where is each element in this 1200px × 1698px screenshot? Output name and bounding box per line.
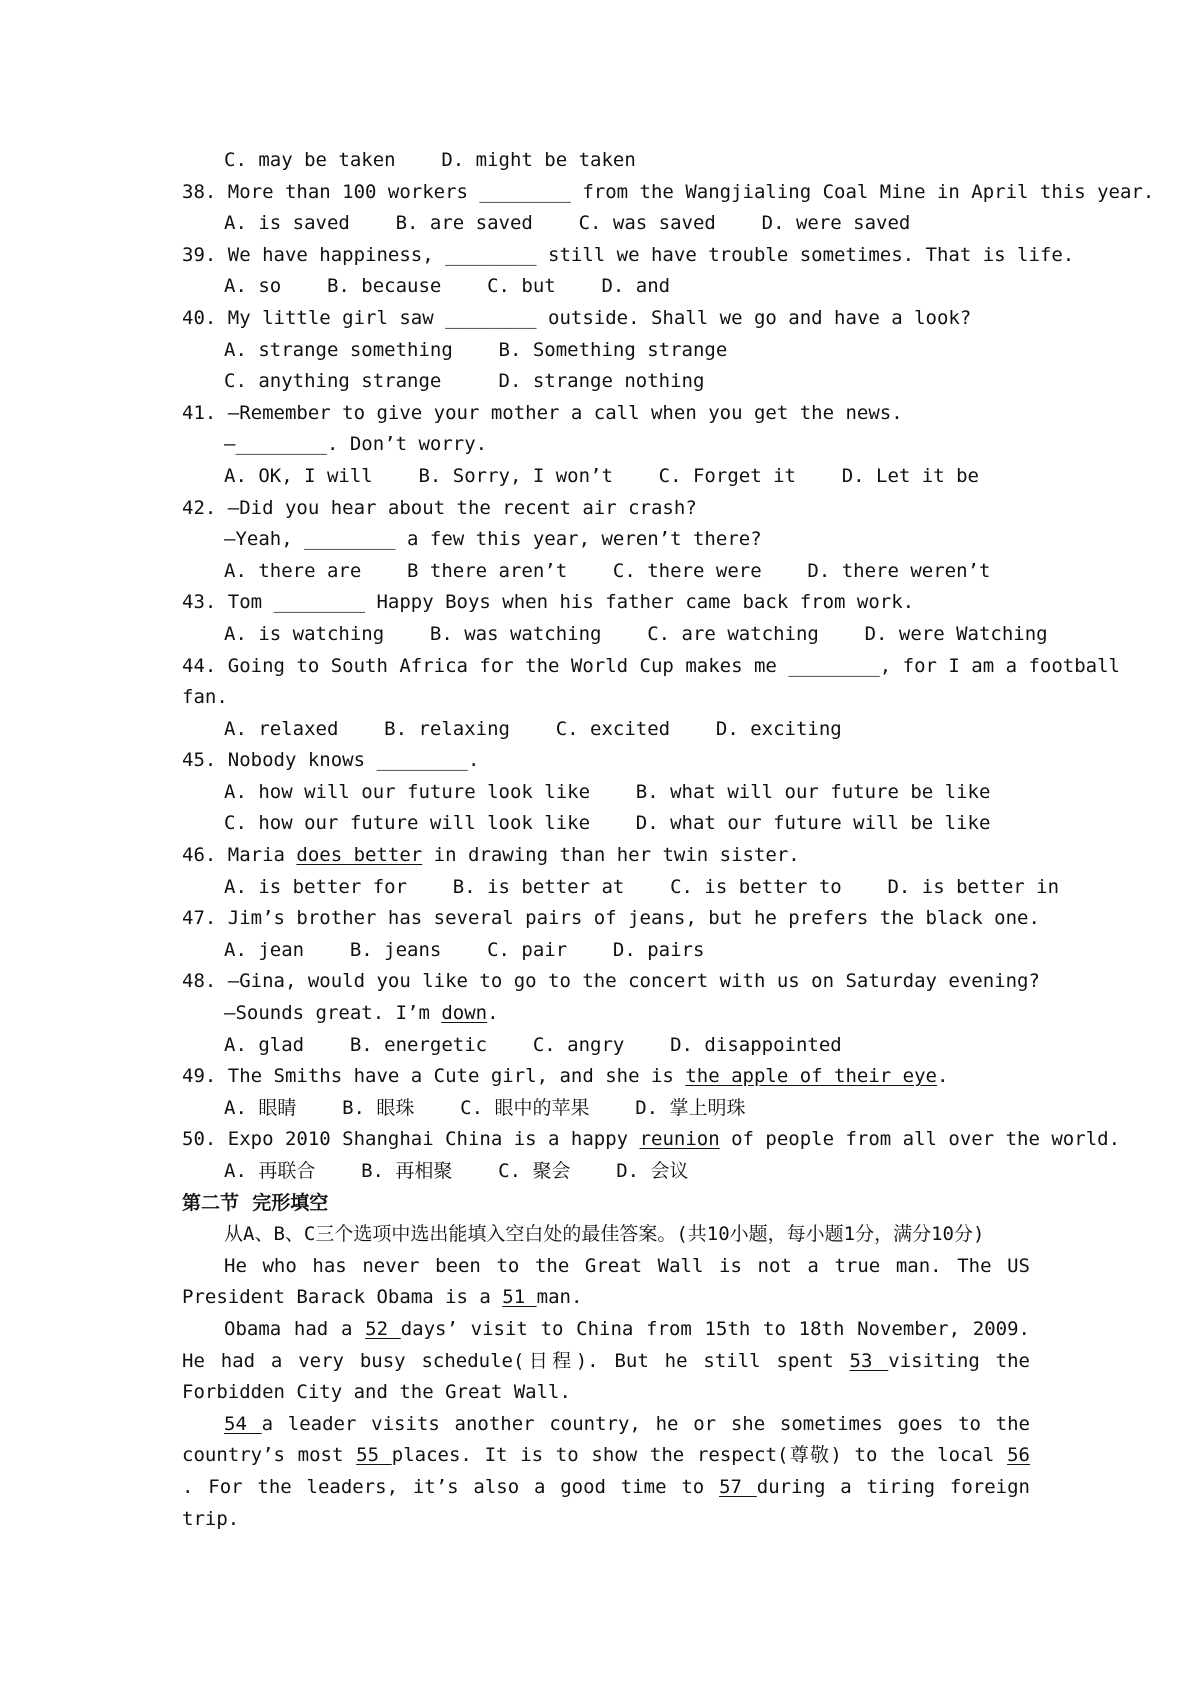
text-segment: 从A、B、C三个选项中选出能填入空白处的最佳答案。(共10小题，每小题1分，满分10分) [224, 1223, 985, 1246]
text-segment: C. may be taken D. might be taken [224, 149, 636, 171]
text-segment: man. [536, 1286, 583, 1309]
text-segment: in drawing than her twin sister. [422, 844, 800, 867]
text-segment: 39. We have happiness, ________ still we have trouble sometimes. That is life. [182, 243, 1075, 266]
text-segment: 46. Maria [182, 844, 297, 867]
question-line [182, 429, 1030, 461]
underlined-text: 52 [365, 1317, 401, 1340]
text-segment: places. It is to show the respect(尊敬) to the local [391, 1444, 1008, 1467]
text-segment: 41. —Remember to give your mother a call when you get the news. [182, 401, 903, 424]
underlined-text: 54 [224, 1412, 262, 1435]
question-line [182, 303, 1030, 335]
text-segment: . For the leaders, it’s also a good time to [182, 1475, 720, 1498]
underlined-text: reunion [639, 1128, 720, 1151]
underlined-text: does better [296, 844, 423, 867]
text-segment: . [487, 1002, 499, 1025]
question-line [182, 903, 1040, 935]
text-segment: during a tiring foreign trip. [182, 1475, 1030, 1530]
question-line [182, 493, 1030, 525]
cloze-passage [182, 1219, 1030, 1535]
text-segment: A. is saved B. are saved C. was saved D. were saved [224, 212, 911, 235]
text-segment: A. 再联合 B. 再相聚 C. 聚会 D. 会议 [224, 1160, 689, 1182]
text-segment: A. strange something B. Something strange [224, 338, 728, 361]
text-segment: A. how will our future look like B. what will our future be like [224, 780, 991, 803]
text-segment: 48. —Gina, would you like to go to the concert with us on Saturday evening? [182, 970, 1040, 993]
text-segment: . [937, 1065, 949, 1088]
text-segment: A. glad B. energetic C. angry D. disappointed [224, 1033, 842, 1056]
question-list [182, 145, 1155, 1188]
question-line [182, 777, 1030, 809]
text-segment: A. relaxed B. relaxing C. excited D. exciting [224, 717, 842, 740]
question-line [182, 240, 1075, 272]
question-line [182, 651, 1120, 683]
text-segment: A. so B. because C. but D. and [224, 275, 671, 298]
text-segment: 38. More than 100 workers ________ from the Wangjialing Coal Mine in April this year. [182, 180, 1155, 203]
text-segment: A. is better for B. is better at C. is better to D. is better in [224, 875, 1060, 898]
text-segment: of people from all over the world. [719, 1128, 1121, 1151]
underlined-text: 53 [849, 1349, 889, 1372]
question-line [182, 271, 1030, 303]
question-line [182, 998, 1030, 1030]
passage-paragraph [182, 1251, 1030, 1314]
question-line [182, 966, 1040, 998]
underlined-text: 57 [719, 1475, 757, 1498]
text-segment: C. how our future will look like D. what our future will be like [224, 812, 991, 835]
text-segment: C. anything strange D. strange nothing [224, 370, 705, 393]
text-segment: —Yeah, ________ a few this year, weren’t there? [224, 528, 762, 551]
question-line [182, 619, 1048, 651]
question-line [182, 1124, 1121, 1156]
text-segment: A. OK, I will B. Sorry, I won’t C. Forget it D. Let it be [224, 464, 979, 487]
text-segment: A. 眼睛 B. 眼珠 C. 眼中的苹果 D. 掌上明珠 [224, 1096, 746, 1119]
underlined-text: the apple of their eye [685, 1065, 937, 1088]
text-segment: —________. Don’t worry. [224, 433, 488, 456]
question-line [182, 1061, 1030, 1093]
text-segment: 45. Nobody knows ________. [182, 749, 480, 772]
underlined-text: 55 [356, 1444, 392, 1467]
question-line [182, 461, 1030, 493]
question-line [182, 524, 1030, 556]
underlined-text: 56 [1007, 1444, 1030, 1467]
underlined-text: 51 [502, 1286, 537, 1309]
question-line [182, 587, 1030, 619]
question-line [182, 872, 1060, 904]
text-segment: Obama had a [224, 1317, 366, 1340]
text-segment: A. is watching B. was watching C. are watching D. were Watching [224, 622, 1048, 645]
text-segment: He who has never been to the Great Wall is not a true man. The US President Barack Obama is a [182, 1254, 1030, 1309]
text-segment: 42. —Did you hear about the recent air crash? [182, 496, 697, 519]
question-line [182, 145, 1030, 177]
text-segment: visiting the Forbidden City and the Great Wall. [182, 1349, 1030, 1404]
question-line [182, 335, 1030, 367]
text-segment: 43. Tom ________ Happy Boys when his father came back from work. [182, 591, 915, 614]
text-segment: A. jean B. jeans C. pair D. pairs [224, 938, 705, 961]
question-line [182, 935, 1030, 967]
question-line [182, 745, 1030, 777]
question-line [182, 714, 1030, 746]
exam-page [182, 145, 1155, 1535]
passage-paragraph [182, 1409, 1030, 1535]
text-segment: A. there are B there aren’t C. there were D. there weren’t [224, 559, 991, 582]
question-line [182, 366, 1030, 398]
text-segment: 40. My little girl saw ________ outside. Shall we go and have a look? [182, 306, 972, 329]
question-line [182, 556, 1030, 588]
text-segment: 50. Expo 2010 Shanghai China is a happy [182, 1128, 640, 1151]
passage-paragraph [182, 1219, 1030, 1251]
question-line [182, 177, 1155, 209]
text-segment: days’ visit to China from 15th to 18th November, 2009. He had a very busy schedule(日程). But he still spent [182, 1317, 1030, 1372]
text-segment: —Sounds great. I’m [224, 1002, 442, 1025]
text-segment: 47. Jim’s brother has several pairs of jeans, but he prefers the black one. [182, 907, 1040, 930]
text-segment: 49. The Smiths have a Cute girl, and she is [182, 1065, 686, 1088]
question-line [182, 682, 1030, 714]
passage-paragraph [182, 1314, 1030, 1409]
question-line [182, 1156, 1030, 1188]
question-line [182, 1030, 1030, 1062]
question-line [182, 208, 1030, 240]
question-line [182, 1093, 1030, 1125]
text-segment: a leader visits another country, he or she sometimes goes to the country’s most [182, 1412, 1030, 1467]
underlined-text: down [441, 1002, 488, 1025]
question-line [182, 840, 1030, 872]
question-line [182, 808, 1030, 840]
question-line [182, 398, 1030, 430]
text-segment: fan. [182, 686, 228, 709]
text-segment: 44. Going to South Africa for the World Cup makes me ________, for I am a football [182, 654, 1120, 677]
section-heading: 第二节 完形填空 [182, 1191, 329, 1214]
